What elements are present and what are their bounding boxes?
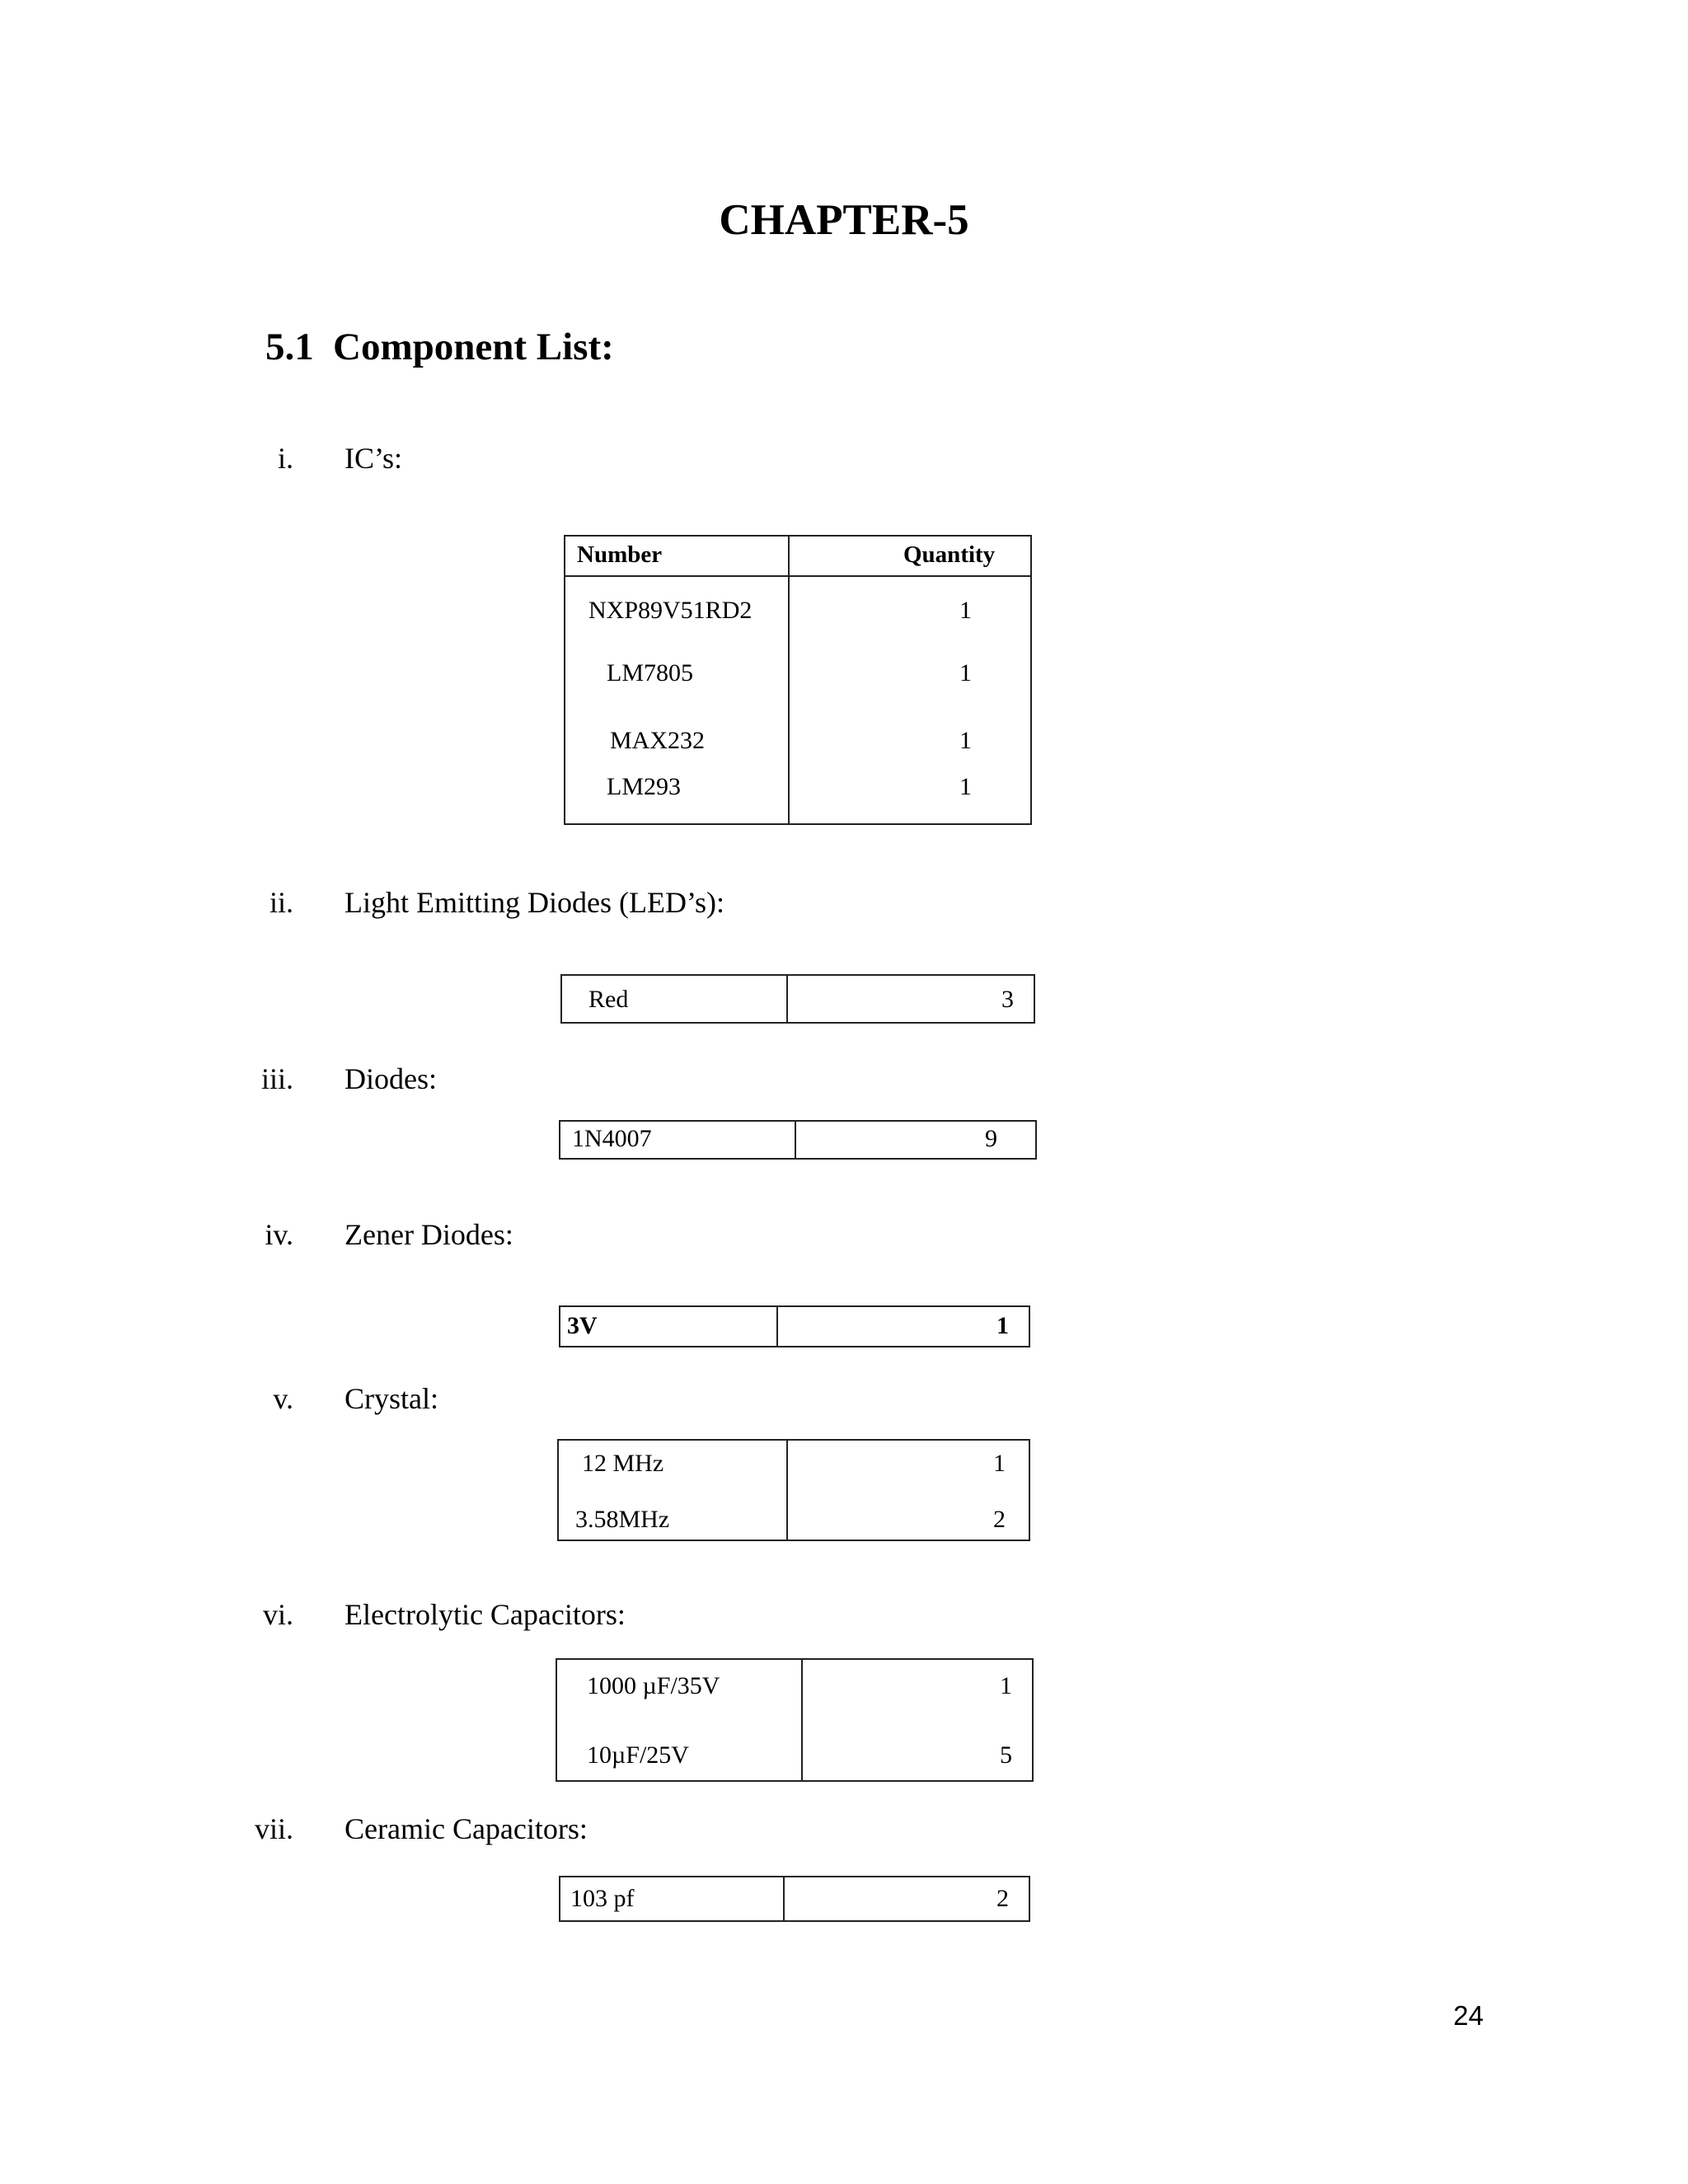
table-cell: LM293 <box>607 773 681 800</box>
item-numeral: vi. <box>262 1598 293 1631</box>
section-title: Component List: <box>333 326 614 368</box>
column-divider <box>786 976 788 1022</box>
table-cell: 3 <box>1001 986 1014 1013</box>
item-numeral: iv. <box>265 1218 293 1251</box>
table-cell: MAX232 <box>610 727 706 754</box>
item-label-leds: Light Emitting Diodes (LED’s): <box>345 886 724 919</box>
item-numeral: ii. <box>269 886 293 919</box>
table-cell: 1 <box>959 597 972 624</box>
leds-table <box>560 974 1035 1024</box>
page-number: 24 <box>1453 2000 1484 2031</box>
table-cell: 1 <box>996 1312 1009 1339</box>
column-divider <box>801 1660 803 1780</box>
diodes-table <box>559 1120 1037 1160</box>
column-divider <box>795 1122 796 1158</box>
table-cell: 2 <box>996 1885 1009 1912</box>
table-cell: 1 <box>1000 1672 1012 1699</box>
table-cell: 1 <box>959 773 972 800</box>
column-divider <box>776 1307 778 1346</box>
crystal-table <box>557 1439 1030 1541</box>
electrolytic-capacitors-table <box>556 1658 1034 1782</box>
table-cell: 1N4007 <box>572 1125 652 1152</box>
item-label-diodes: Diodes: <box>345 1062 437 1095</box>
column-divider <box>788 537 790 823</box>
table-cell: 1 <box>993 1450 1006 1477</box>
column-divider <box>783 1877 785 1920</box>
header-rule <box>565 575 1030 577</box>
item-label-zener-diodes: Zener Diodes: <box>345 1218 513 1251</box>
section-heading <box>265 321 614 373</box>
table-cell: 3.58MHz <box>575 1506 670 1533</box>
item-numeral: vii. <box>254 1812 293 1845</box>
table-cell: 103 pf <box>570 1885 635 1912</box>
table-cell: 1 <box>959 659 972 687</box>
table-cell: 10µF/25V <box>587 1741 689 1769</box>
section-number: 5.1 <box>265 326 314 368</box>
item-numeral: v. <box>273 1382 293 1415</box>
table-header-quantity: Quantity <box>903 541 996 568</box>
zener-diodes-table <box>559 1305 1030 1347</box>
table-cell: NXP89V51RD2 <box>588 597 753 624</box>
item-label-ceramic-capacitors: Ceramic Capacitors: <box>345 1812 588 1845</box>
item-numeral: i. <box>277 442 293 475</box>
ics-table <box>564 535 1032 825</box>
item-label-electrolytic-capacitors: Electrolytic Capacitors: <box>345 1598 626 1631</box>
item-numeral: iii. <box>260 1062 293 1095</box>
item-label-crystal: Crystal: <box>345 1382 438 1415</box>
table-cell: 1000 µF/35V <box>587 1672 720 1699</box>
column-divider <box>786 1441 788 1540</box>
ceramic-capacitors-table <box>559 1876 1030 1922</box>
table-cell: 9 <box>985 1125 997 1152</box>
table-cell: 3V <box>567 1312 598 1339</box>
table-cell: 1 <box>959 727 972 754</box>
table-header-number: Number <box>577 541 663 568</box>
table-cell: 2 <box>993 1506 1006 1533</box>
table-cell: LM7805 <box>607 659 693 687</box>
chapter-title: CHAPTER-5 <box>719 196 969 244</box>
item-label-ics: IC’s: <box>345 442 403 475</box>
table-cell: Red <box>588 986 629 1013</box>
table-cell: 12 MHz <box>582 1450 664 1477</box>
table-cell: 5 <box>1000 1741 1012 1769</box>
